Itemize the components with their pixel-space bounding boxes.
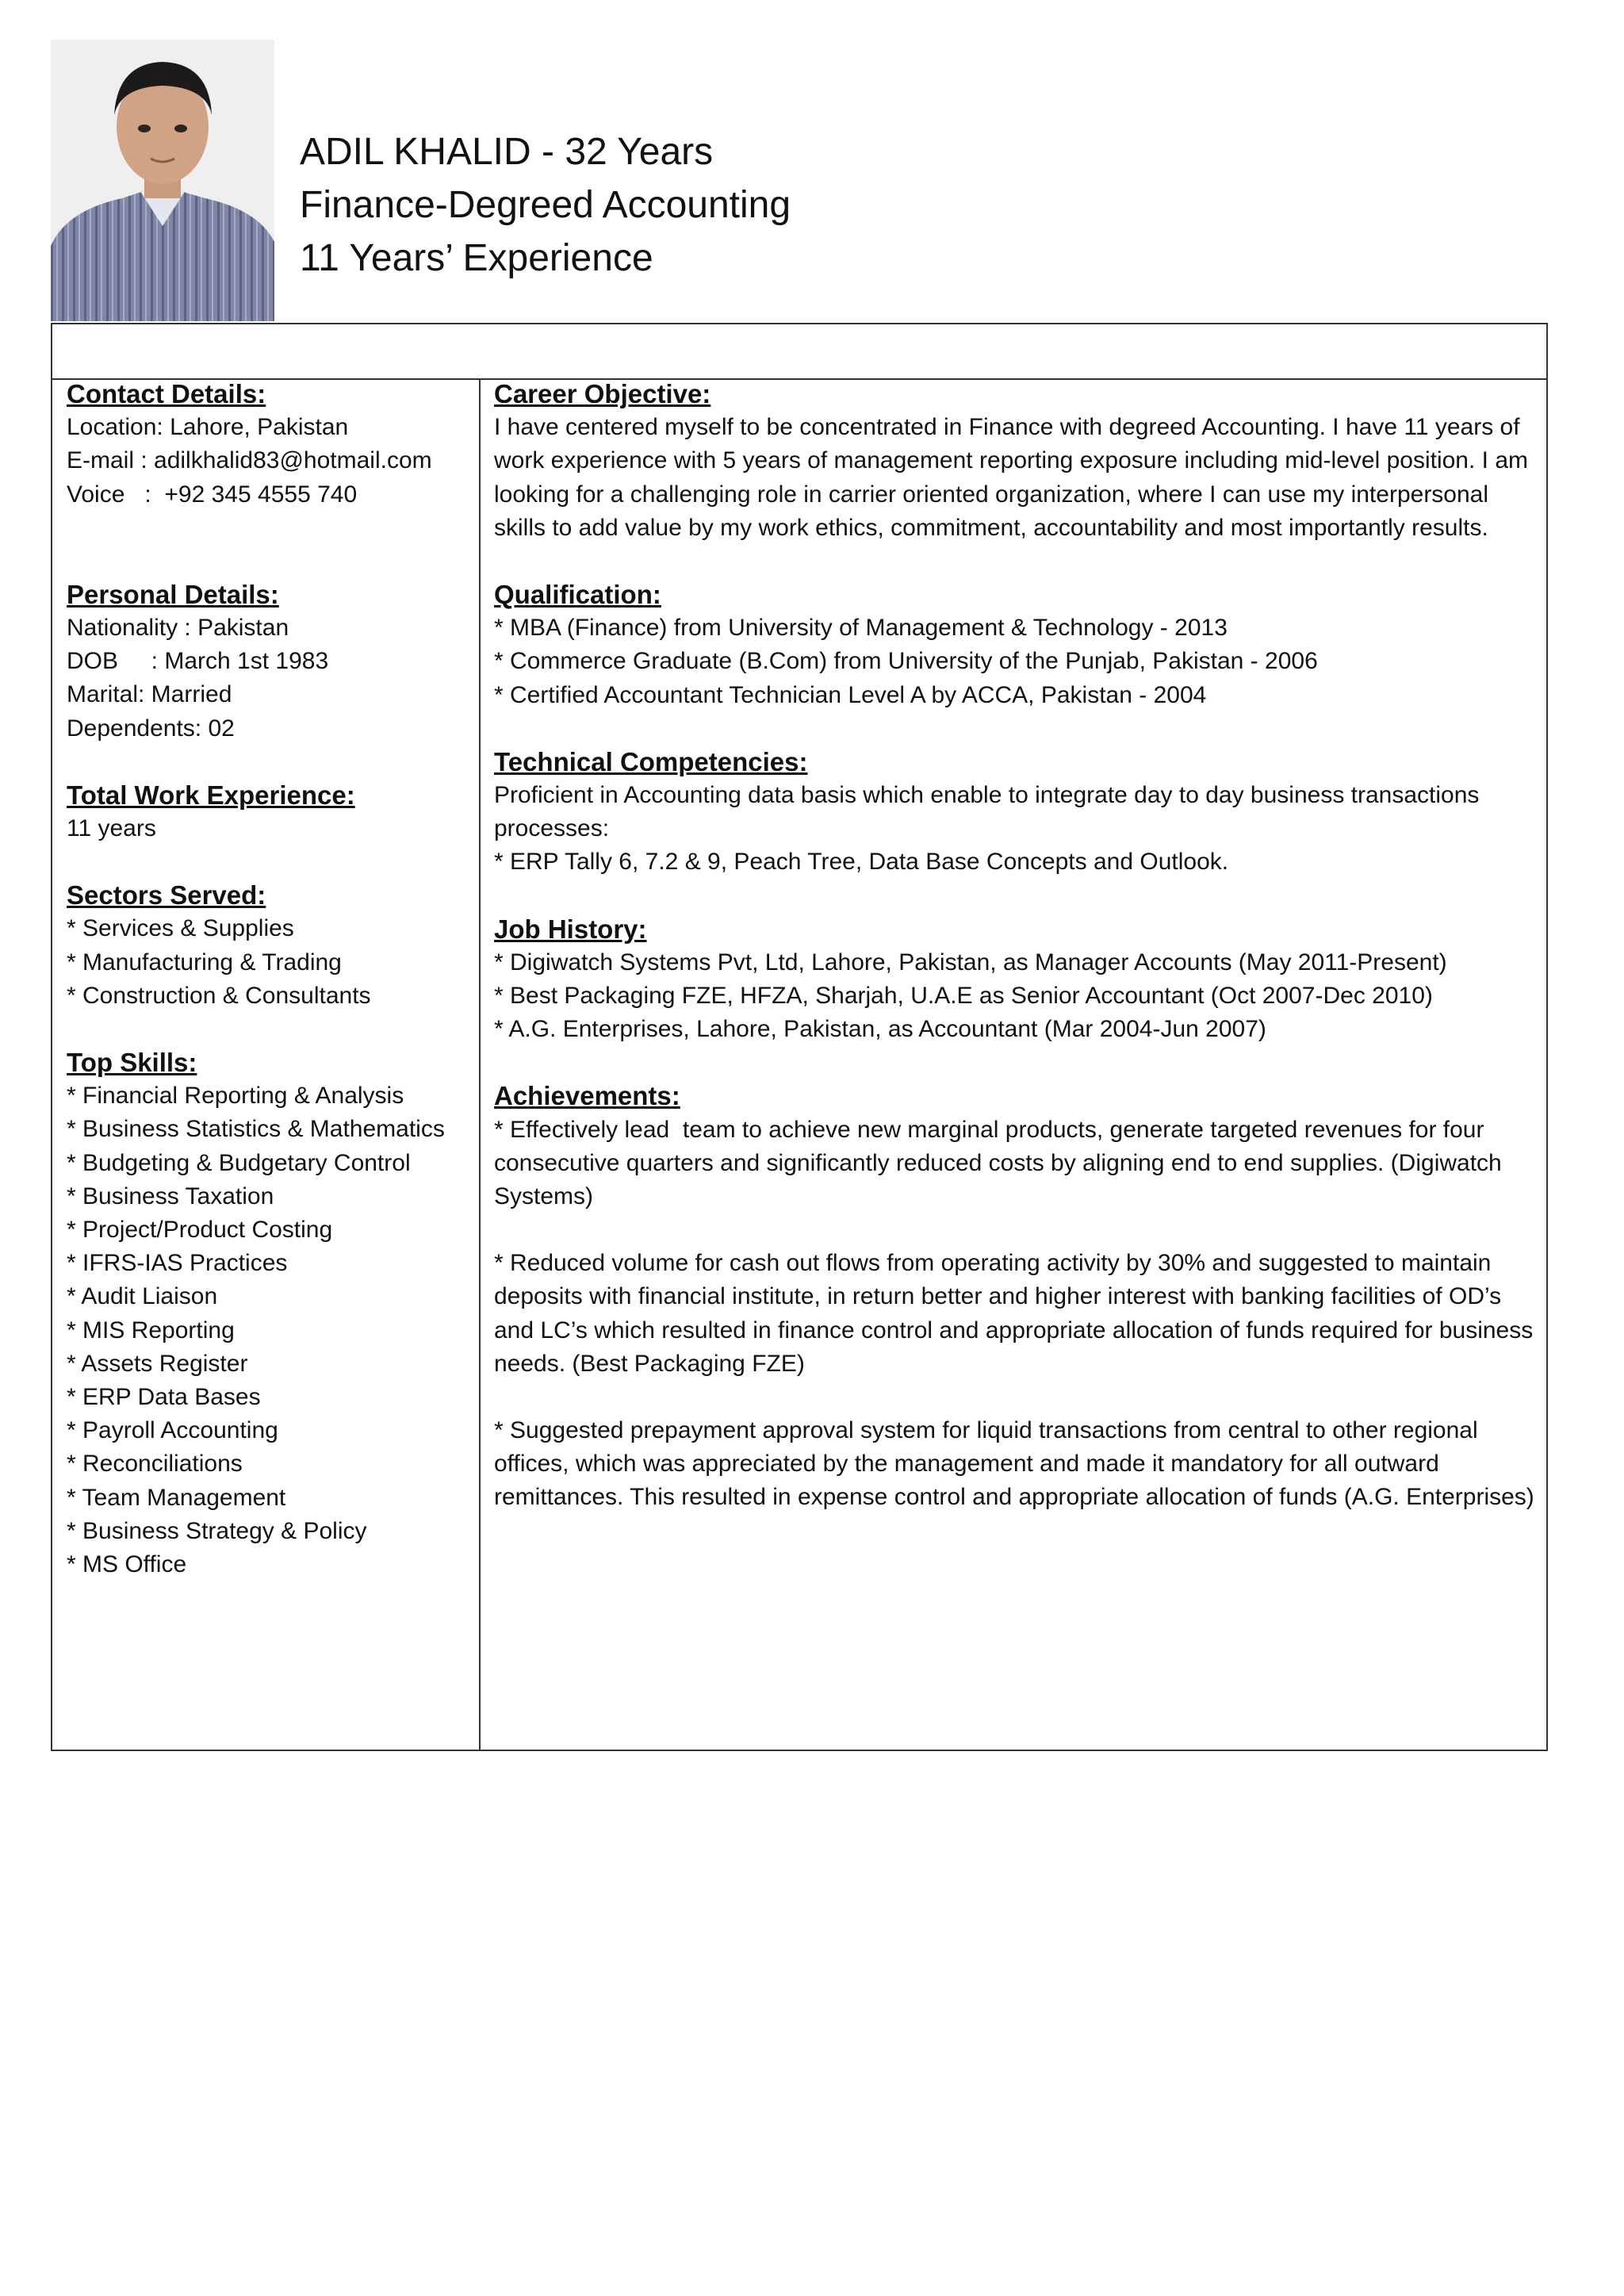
jobs-list [494, 946, 1538, 1047]
list-item: * Budgeting & Budgetary Control [67, 1149, 411, 1176]
technical-item: * ERP Tally 6, 7.2 & 9, Peach Tree, Data Base Concepts and Outlook. [494, 849, 1229, 876]
objective-text: I have centered myself to be concentrated in Finance with degreed Accounting. I have 11 years of work experience with 5 years of management reporting exposure including mid-level position. I am looking for a challenging role in carrier oriented organization, where I can use my interpersonal skills to add value by my work ethics, commitment, accountability and most importantly results. [494, 414, 1528, 541]
list-item: * MBA (Finance) from University of Management & Technology - 2013 [494, 615, 1228, 642]
list-item: * Payroll Accounting [67, 1417, 278, 1444]
contact-heading: Contact Details: [67, 379, 266, 408]
skills-list [67, 1079, 479, 1581]
contact-email: E-mail : adilkhalid83@hotmail.com [67, 447, 432, 474]
list-item: * Manufacturing & Trading [67, 949, 342, 976]
list-item: * IFRS-IAS Practices [67, 1250, 288, 1277]
objective-heading: Career Objective: [494, 379, 711, 408]
qualification-list [494, 611, 1538, 712]
list-item: * Best Packaging FZE, HFZA, Sharjah, U.A.E as Senior Accountant (Oct 2007-Dec 2010) [494, 983, 1433, 1010]
achievements-heading: Achievements: [494, 1081, 680, 1111]
list-item: * Project/Product Costing [67, 1217, 333, 1244]
name-age: ADIL KHALID - 32 Years [300, 131, 714, 173]
list-item: * Business Strategy & Policy [67, 1517, 367, 1544]
experience-summary: 11 Years’ Experience [300, 237, 653, 279]
technical-heading: Technical Competencies: [494, 746, 808, 776]
list-item: * Services & Supplies [67, 915, 294, 942]
achievement-item: * Effectively lead team to achieve new marginal products, generate targeted revenues for four consecutive quarters and significantly reduced costs by aligning end to end supplies. (Digiwatch Systems) [494, 1116, 1509, 1210]
list-item: * Digiwatch Systems Pvt, Ltd, Lahore, Pakistan, as Manager Accounts (May 2011-Present) [494, 949, 1447, 976]
achievement-item: * Reduced volume for cash out flows from operating activity by 30% and suggested to maintain deposits with financial institute, in return better and higher interest with banking facilities of OD’s and LC’s which resulted in finance control and appropriate allocation of funds required for business needs. (Best Packaging FZE) [494, 1250, 1534, 1377]
qualification-heading: Qualification: [494, 580, 661, 610]
list-item: * ERP Data Bases [67, 1384, 261, 1411]
list-item: * Business Taxation [67, 1182, 274, 1209]
experience-value: 11 years [67, 815, 156, 842]
sectors-heading: Sectors Served: [67, 880, 266, 910]
resume-header [300, 125, 791, 285]
list-item: * MS Office [67, 1551, 187, 1578]
left-column [67, 378, 479, 1581]
jobs-heading: Job History: [494, 914, 647, 944]
list-item: * Business Statistics & Mathematics [67, 1116, 445, 1143]
contact-location: Location: Lahore, Pakistan [67, 414, 349, 441]
personal-nationality: Nationality : Pakistan [67, 615, 289, 642]
profile-photo [51, 40, 274, 321]
list-item: * A.G. Enterprises, Lahore, Pakistan, as Accountant (Mar 2004-Jun 2007) [494, 1016, 1266, 1043]
column-divider [479, 378, 481, 1750]
skills-heading: Top Skills: [67, 1048, 197, 1078]
list-item: * Commerce Graduate (B.Com) from University of the Punjab, Pakistan - 2006 [494, 648, 1318, 675]
personal-marital: Marital: Married [67, 681, 232, 708]
personal-heading: Personal Details: [67, 579, 279, 609]
experience-heading: Total Work Experience: [67, 780, 355, 810]
personal-dependents: Dependents: 02 [67, 715, 235, 742]
achievement-item: * Suggested prepayment approval system for liquid transactions from central to other regional offices, which was appreciated by the management and made it mandatory for all outward remittances. This resulted in expense control and appropriate allocation of funds (A.G. Enterprises) [494, 1417, 1534, 1511]
list-item: * Financial Reporting & Analysis [67, 1083, 404, 1110]
contact-voice: Voice : +92 345 4555 740 [67, 481, 358, 508]
list-item: * Certified Accountant Technician Level A by ACCA, Pakistan - 2004 [494, 681, 1207, 708]
list-item: * Construction & Consultants [67, 982, 371, 1009]
technical-text: Proficient in Accounting data basis which enable to integrate day to day business transactions processes: [494, 782, 1480, 842]
list-item: * Audit Liaison [67, 1283, 218, 1310]
list-item: * MIS Reporting [67, 1317, 235, 1343]
table-header-row [52, 324, 1546, 380]
list-item: * Team Management [67, 1484, 286, 1511]
list-item: * Assets Register [67, 1350, 248, 1377]
personal-dob: DOB : March 1st 1983 [67, 648, 329, 675]
list-item: * Reconciliations [67, 1451, 243, 1478]
sectors-list [67, 912, 479, 1013]
right-column [494, 378, 1538, 1515]
profession: Finance-Degreed Accounting [300, 184, 791, 226]
